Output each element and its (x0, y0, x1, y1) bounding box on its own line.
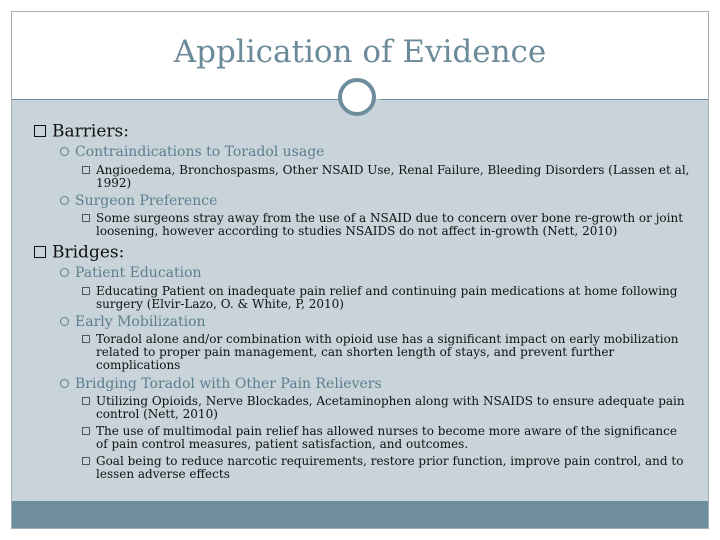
circle-bullet-icon (60, 317, 69, 326)
barrier-detail: Some surgeons stray away from the use of a NSAID due to concern over bone re-growth or joint loosening, however according to studies NSAIDS do not affect in-growth (Nett, 2010) (82, 212, 692, 238)
barrier-item: Contraindications to Toradol usage (60, 144, 324, 162)
square-bullet-icon (82, 214, 90, 222)
square-bullet-icon (82, 166, 90, 174)
bridge-detail: Utilizing Opioids, Nerve Blockades, Acetaminophen along with NSAIDS to ensure adequate pain control (Nett, 2010) (82, 395, 692, 421)
bridge-detail: The use of multimodal pain relief has allowed nurses to become more aware of the significance of pain control measures, patient satisfaction, and outcomes. (82, 425, 692, 451)
bridge-item: Patient Education (60, 265, 202, 283)
square-bullet-icon (82, 335, 90, 343)
slide-title: Application of Evidence (173, 34, 547, 70)
square-bullet-icon (82, 427, 90, 435)
bridge-detail: Educating Patient on inadequate pain relief and continuing pain medications at home following surgery (Elvir-Lazo, O. & White, P, 2010) (82, 285, 692, 311)
bridge-item: Bridging Toradol with Other Pain Relievers (60, 376, 382, 394)
bridges-heading: Bridges: (34, 242, 124, 263)
barriers-heading: Barriers: (34, 121, 129, 142)
footer-bar (12, 501, 708, 528)
bridge-detail: Toradol alone and/or combination with opioid use has a significant impact on early mobilization related to proper pain management, can shorten length of stays, and prevent further complications (82, 333, 692, 372)
circle-bullet-icon (60, 268, 69, 277)
square-bullet-icon (82, 287, 90, 295)
square-bullet-icon (34, 246, 46, 258)
square-bullet-icon (34, 125, 46, 137)
bridge-detail: Goal being to reduce narcotic requirements, restore prior function, improve pain control, and to lessen adverse effects (82, 455, 692, 481)
barrier-detail: Angioedema, Bronchospasms, Other NSAID Use, Renal Failure, Bleeding Disorders (Lassen et al, 1992) (82, 164, 692, 190)
square-bullet-icon (82, 397, 90, 405)
circle-bullet-icon (60, 147, 69, 156)
circle-bullet-icon (60, 196, 69, 205)
circle-bullet-icon (60, 379, 69, 388)
bridge-item: Early Mobilization (60, 314, 206, 332)
square-bullet-icon (82, 457, 90, 465)
barrier-item: Surgeon Preference (60, 193, 217, 211)
